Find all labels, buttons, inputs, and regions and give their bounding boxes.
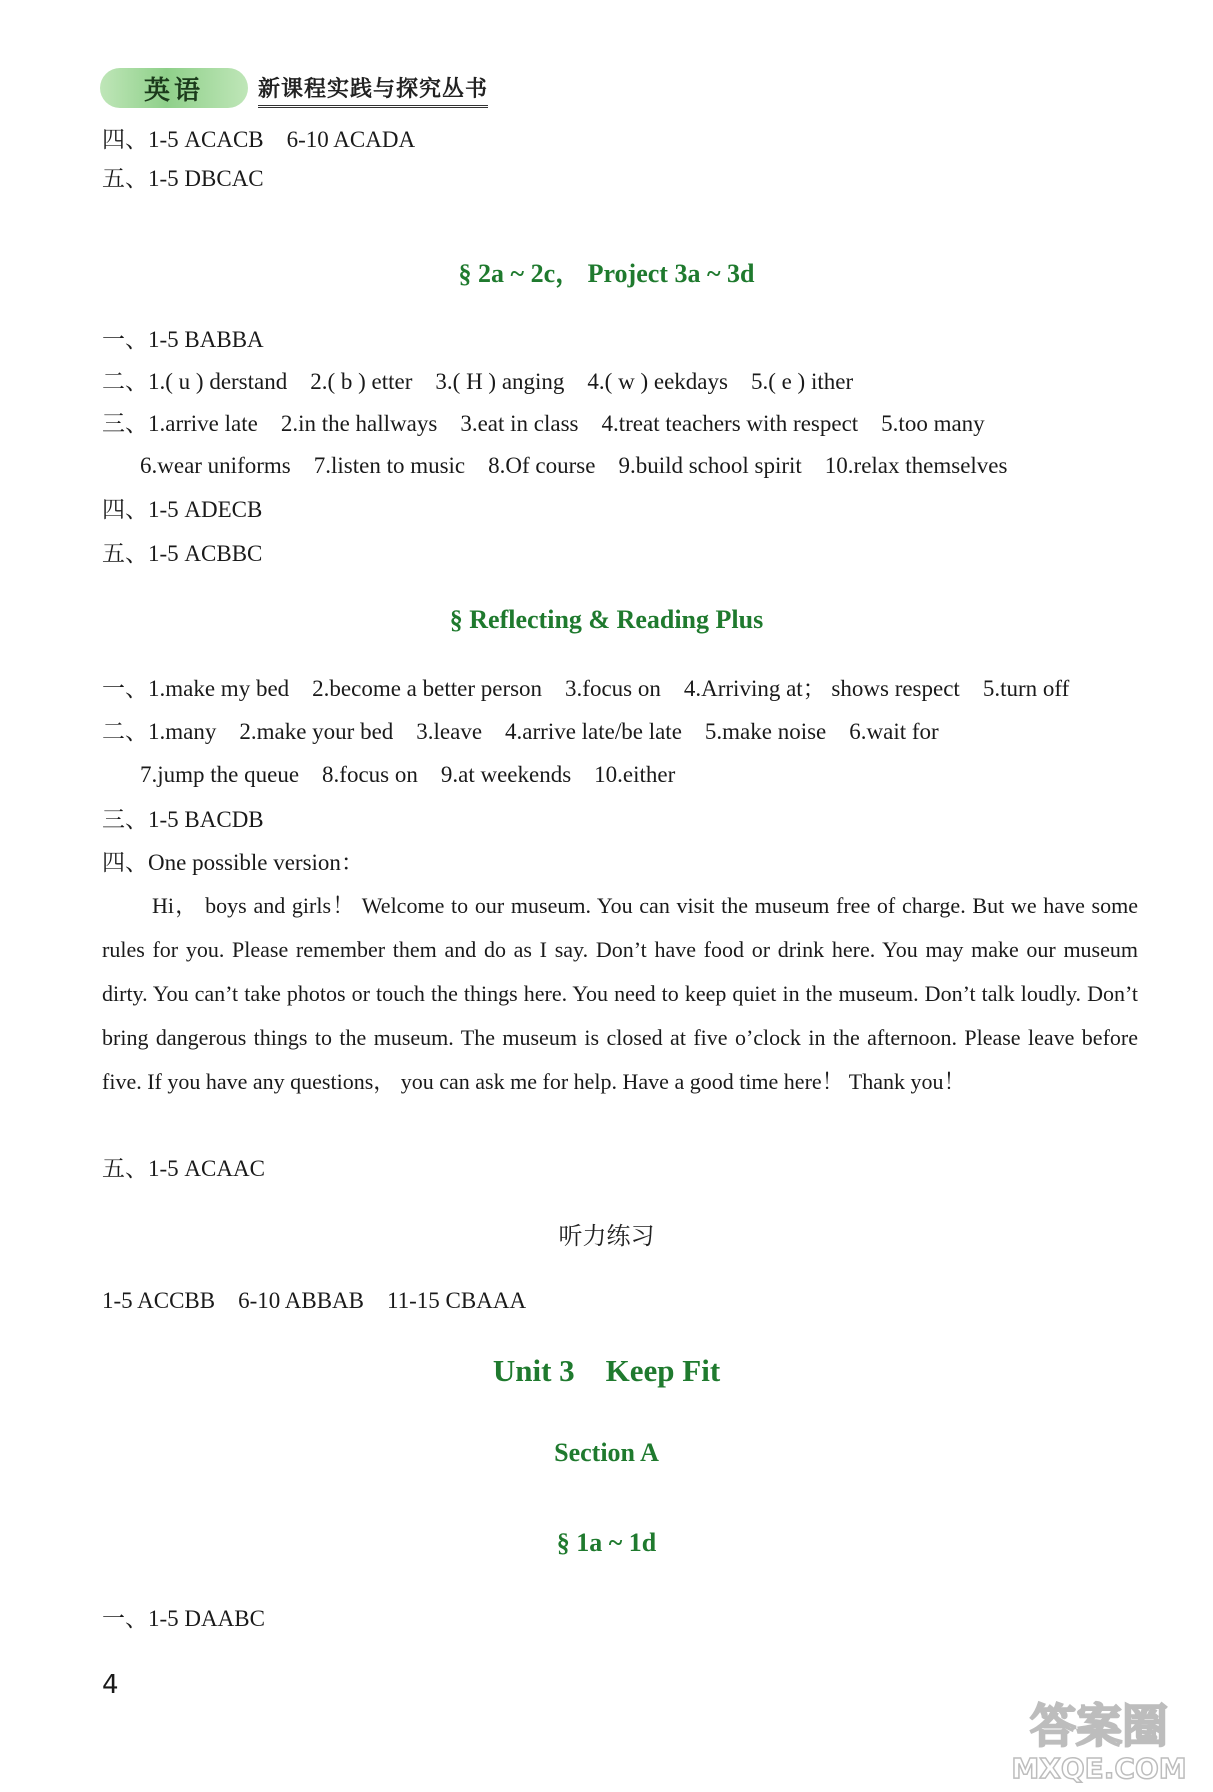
section-heading: § 2a ~ 2c， Project 3a ~ 3d	[458, 259, 755, 288]
answer-line: 四、One possible version：	[102, 850, 364, 875]
section-heading: § Reflecting & Reading Plus	[449, 605, 764, 634]
answer-line: 一、1.make my bed 2.become a better person 3.focus on 4.Arriving at； shows respect 5.turn off	[102, 676, 1070, 701]
unit-title: Unit 3 Keep Fit	[492, 1353, 721, 1388]
answer-line: 四、1-5 ADECB	[102, 497, 263, 522]
watermark-text: 答案圈	[1030, 1699, 1168, 1753]
answer-line: 三、1-5 BACDB	[102, 807, 264, 832]
section-title: Section A	[554, 1438, 659, 1467]
page-header	[100, 68, 488, 108]
section-heading: § 1a ~ 1d	[556, 1528, 657, 1557]
answer-line: 五、1-5 ACBBC	[102, 541, 263, 566]
answer-line: 一、1-5 BABBA	[102, 327, 264, 352]
answer-line: 二、1.( u ) derstand 2.( b ) etter 3.( H ) anging 4.( w ) eekdays 5.( e ) ither	[102, 369, 854, 394]
answer-line: 一、1-5 DAABC	[102, 1606, 265, 1631]
answer-line: 二、1.many 2.make your bed 3.leave 4.arrive late/be late 5.make noise 6.wait for	[102, 719, 939, 744]
essay-paragraph: Hi， boys and girls！ Welcome to our museum. You can visit the museum free of charge. But we have some rules for you. Please remember them and do as I say. Don’t have food or drink here. You may make our museum dirty. You can’t take photos or touch the things here. You need to keep quiet in the museum. Don’t talk loudly. Don’t bring dangerous things to the museum. The museum is closed at five o’clock in the afternoon. Please leave before five. If you have any questions， you can ask me for help. Have a good time here！ Thank you！	[102, 893, 1138, 1094]
answer-line: 三、1.arrive late 2.in the hallways 3.eat in class 4.treat teachers with respect 5.too many	[102, 411, 985, 436]
answer-line: 四、1-5 ACACB 6-10 ACADA	[102, 127, 416, 152]
answer-line: 7.jump the queue 8.focus on 9.at weekends 10.either	[140, 762, 676, 787]
watermark-logo	[999, 1686, 1199, 1786]
subject-badge: 英语	[100, 68, 248, 108]
series-title: 新课程实践与探究丛书	[258, 72, 488, 108]
answer-line: 五、1-5 DBCAC	[102, 166, 264, 191]
watermark-url: MXQE.COM	[1011, 1752, 1187, 1785]
section-heading: 听力练习	[558, 1222, 655, 1250]
page-number: 4	[102, 1670, 119, 1700]
answer-line: 五、1-5 ACAAC	[102, 1156, 265, 1181]
answer-line: 1-5 ACCBB 6-10 ABBAB 11-15 CBAAA	[102, 1288, 527, 1313]
answer-line: 6.wear uniforms 7.listen to music 8.Of course 9.build school spirit 10.relax themselves	[140, 453, 1008, 478]
